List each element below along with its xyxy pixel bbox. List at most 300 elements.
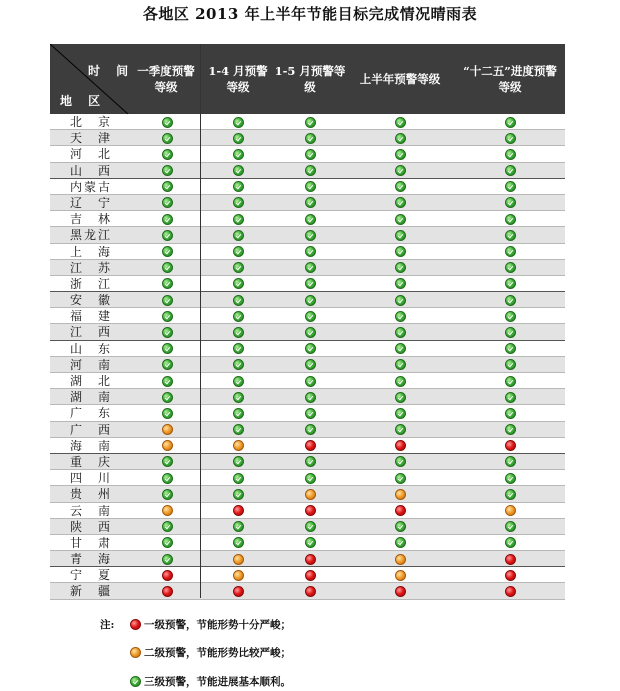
warning-level-cell	[157, 583, 177, 599]
warning-level-cell	[300, 276, 320, 292]
table-row	[50, 146, 565, 162]
region-name: 上海	[70, 244, 110, 259]
orange-dot-icon	[305, 489, 316, 500]
forecast-table	[50, 44, 565, 600]
table-row	[50, 535, 565, 551]
table-row	[50, 244, 565, 260]
warning-level-cell	[157, 195, 177, 211]
region-name: 北京	[70, 115, 110, 129]
green-check-icon	[505, 117, 516, 128]
green-check-icon	[395, 295, 406, 306]
warning-level-cell	[300, 405, 320, 421]
green-check-icon	[395, 262, 406, 273]
region-name: 重庆	[70, 454, 110, 469]
region-name: 广西	[70, 422, 110, 437]
green-check-icon	[233, 214, 244, 225]
region-name: 山东	[70, 341, 110, 356]
green-check-icon	[233, 537, 244, 548]
warning-level-cell	[500, 146, 520, 162]
warning-level-cell	[300, 227, 320, 243]
warning-level-cell	[157, 503, 177, 519]
green-check-icon	[130, 676, 141, 687]
table-row	[50, 260, 565, 276]
region-name: 湖北	[70, 374, 110, 388]
region-name: 天津	[70, 131, 110, 146]
green-check-icon	[233, 424, 244, 435]
warning-level-cell	[300, 486, 320, 502]
orange-dot-icon	[395, 554, 406, 565]
orange-dot-icon	[395, 570, 406, 581]
warning-level-cell	[390, 227, 410, 243]
warning-level-cell	[500, 341, 520, 357]
red-dot-icon	[233, 586, 244, 597]
table-row	[50, 503, 565, 519]
green-check-icon	[505, 376, 516, 387]
table-row	[50, 324, 565, 340]
warning-level-cell	[390, 486, 410, 502]
warning-level-cell	[500, 583, 520, 599]
table-row	[50, 341, 565, 357]
region-header-label: 地 区	[60, 94, 107, 108]
warning-level-cell	[157, 146, 177, 162]
orange-dot-icon	[233, 570, 244, 581]
green-check-icon	[395, 359, 406, 370]
warning-level-cell	[228, 146, 248, 162]
green-check-icon	[505, 408, 516, 419]
green-check-icon	[233, 521, 244, 532]
green-check-icon	[395, 537, 406, 548]
warning-level-cell	[157, 341, 177, 357]
region-name: 吉林	[70, 212, 110, 227]
warning-level-cell	[157, 373, 177, 389]
green-check-icon	[162, 133, 173, 144]
warning-level-cell	[390, 324, 410, 340]
warning-level-cell	[390, 308, 410, 324]
green-check-icon	[233, 165, 244, 176]
warning-level-cell	[300, 292, 320, 308]
warning-level-cell	[390, 357, 410, 373]
header-five-year-plan: “十二五”进度预警等级	[463, 64, 557, 94]
warning-level-cell	[228, 308, 248, 324]
green-check-icon	[162, 230, 173, 241]
warning-level-cell	[500, 195, 520, 211]
legend-text-level2: 二级预警，节能形势比较严峻；	[144, 646, 291, 659]
green-check-icon	[505, 230, 516, 241]
warning-level-cell	[390, 535, 410, 551]
region-name: 江苏	[70, 260, 110, 275]
green-check-icon	[505, 295, 516, 306]
region-name: 河南	[70, 357, 110, 372]
warning-level-cell	[500, 211, 520, 227]
warning-level-cell	[300, 179, 320, 195]
legend-item-level2	[130, 645, 291, 659]
green-check-icon	[395, 165, 406, 176]
table-row	[50, 179, 565, 195]
orange-dot-icon	[505, 505, 516, 516]
red-dot-icon	[162, 586, 173, 597]
green-check-icon	[505, 424, 516, 435]
region-name: 贵州	[70, 487, 110, 502]
warning-level-cell	[300, 260, 320, 276]
green-check-icon	[305, 311, 316, 322]
warning-level-cell	[157, 357, 177, 373]
green-check-icon	[233, 230, 244, 241]
green-check-icon	[305, 230, 316, 241]
warning-level-cell	[228, 503, 248, 519]
warning-level-cell	[390, 260, 410, 276]
green-check-icon	[162, 295, 173, 306]
warning-level-cell	[228, 405, 248, 421]
warning-level-cell	[157, 163, 177, 179]
warning-level-cell	[228, 470, 248, 486]
region-name: 内蒙古	[70, 179, 110, 194]
warning-level-cell	[500, 292, 520, 308]
green-check-icon	[505, 278, 516, 289]
warning-level-cell	[228, 551, 248, 567]
green-check-icon	[505, 262, 516, 273]
warning-level-cell	[300, 357, 320, 373]
green-check-icon	[162, 214, 173, 225]
region-name: 黑龙江	[70, 228, 110, 243]
warning-level-cell	[500, 438, 520, 454]
warning-level-cell	[500, 324, 520, 340]
table-row	[50, 163, 565, 179]
red-dot-icon	[305, 505, 316, 516]
green-check-icon	[395, 473, 406, 484]
green-check-icon	[395, 521, 406, 532]
green-check-icon	[162, 165, 173, 176]
green-check-icon	[305, 197, 316, 208]
warning-level-cell	[390, 244, 410, 260]
green-check-icon	[233, 408, 244, 419]
green-check-icon	[162, 117, 173, 128]
warning-level-cell	[300, 470, 320, 486]
green-check-icon	[305, 537, 316, 548]
warning-level-cell	[228, 324, 248, 340]
red-dot-icon	[233, 505, 244, 516]
table-row	[50, 567, 565, 583]
table-row	[50, 114, 565, 130]
warning-level-cell	[500, 244, 520, 260]
orange-dot-icon	[162, 424, 173, 435]
green-check-icon	[162, 149, 173, 160]
warning-level-cell	[500, 503, 520, 519]
warning-level-cell	[157, 130, 177, 146]
green-check-icon	[233, 295, 244, 306]
warning-level-cell	[300, 130, 320, 146]
green-check-icon	[505, 489, 516, 500]
table-row	[50, 486, 565, 502]
legend-item-level3	[130, 674, 291, 688]
green-check-icon	[162, 343, 173, 354]
region-name: 陕西	[70, 519, 110, 534]
green-check-icon	[395, 214, 406, 225]
warning-level-cell	[228, 211, 248, 227]
green-check-icon	[505, 521, 516, 532]
red-dot-icon	[305, 570, 316, 581]
region-name: 山西	[70, 163, 110, 178]
red-dot-icon	[305, 586, 316, 597]
warning-level-cell	[157, 244, 177, 260]
legend-item-level1	[130, 617, 291, 631]
warning-level-cell	[500, 470, 520, 486]
green-check-icon	[233, 311, 244, 322]
green-check-icon	[162, 392, 173, 403]
table-row	[50, 308, 565, 324]
table-row	[50, 583, 565, 599]
green-check-icon	[505, 311, 516, 322]
green-check-icon	[505, 133, 516, 144]
green-check-icon	[305, 262, 316, 273]
region-name: 安徽	[70, 293, 110, 308]
red-dot-icon	[505, 554, 516, 565]
green-check-icon	[162, 311, 173, 322]
warning-level-cell	[300, 114, 320, 130]
green-check-icon	[505, 197, 516, 208]
warning-level-cell	[390, 454, 410, 470]
warning-level-cell	[500, 179, 520, 195]
green-check-icon	[395, 149, 406, 160]
green-check-icon	[505, 149, 516, 160]
green-check-icon	[505, 343, 516, 354]
warning-level-cell	[300, 341, 320, 357]
region-name: 宁夏	[70, 568, 110, 583]
warning-level-cell	[500, 276, 520, 292]
warning-level-cell	[300, 422, 320, 438]
warning-level-cell	[390, 470, 410, 486]
region-name: 新疆	[70, 584, 110, 599]
orange-dot-icon	[162, 505, 173, 516]
warning-level-cell	[157, 535, 177, 551]
green-check-icon	[505, 214, 516, 225]
warning-level-cell	[157, 567, 177, 583]
green-check-icon	[305, 343, 316, 354]
green-check-icon	[305, 376, 316, 387]
green-check-icon	[305, 327, 316, 338]
warning-level-cell	[390, 389, 410, 405]
green-check-icon	[233, 456, 244, 467]
warning-level-cell	[390, 583, 410, 599]
warning-level-cell	[390, 422, 410, 438]
warning-level-cell	[300, 324, 320, 340]
page-title: 各地区 2013 年上半年节能目标完成情况晴雨表	[142, 5, 478, 23]
green-check-icon	[162, 473, 173, 484]
warning-level-cell	[157, 486, 177, 502]
warning-level-cell	[390, 211, 410, 227]
table-row	[50, 130, 565, 146]
red-dot-icon	[130, 619, 141, 630]
warning-level-cell	[390, 405, 410, 421]
green-check-icon	[505, 537, 516, 548]
warning-level-cell	[157, 551, 177, 567]
green-check-icon	[395, 230, 406, 241]
warning-level-cell	[228, 373, 248, 389]
warning-level-cell	[300, 438, 320, 454]
warning-level-cell	[228, 163, 248, 179]
green-check-icon	[305, 117, 316, 128]
header-half-year: 上半年预警等级	[359, 72, 441, 86]
green-check-icon	[505, 473, 516, 484]
warning-level-cell	[228, 227, 248, 243]
warning-level-cell	[300, 373, 320, 389]
red-dot-icon	[305, 554, 316, 565]
warning-level-cell	[390, 114, 410, 130]
green-check-icon	[233, 149, 244, 160]
green-check-icon	[305, 408, 316, 419]
table-row	[50, 357, 565, 373]
green-check-icon	[395, 327, 406, 338]
green-check-icon	[505, 456, 516, 467]
green-check-icon	[395, 197, 406, 208]
green-check-icon	[305, 181, 316, 192]
warning-level-cell	[157, 276, 177, 292]
region-name: 四川	[70, 471, 110, 486]
green-check-icon	[305, 424, 316, 435]
table-row	[50, 470, 565, 486]
region-name: 云南	[70, 503, 110, 518]
warning-level-cell	[228, 195, 248, 211]
green-check-icon	[395, 408, 406, 419]
green-check-icon	[395, 246, 406, 257]
legend	[100, 612, 500, 691]
green-check-icon	[162, 181, 173, 192]
orange-dot-icon	[395, 489, 406, 500]
warning-level-cell	[500, 389, 520, 405]
warning-level-cell	[228, 357, 248, 373]
green-check-icon	[233, 473, 244, 484]
table-row	[50, 438, 565, 454]
green-check-icon	[162, 359, 173, 370]
warning-level-cell	[157, 519, 177, 535]
green-check-icon	[305, 149, 316, 160]
warning-level-cell	[500, 227, 520, 243]
warning-level-cell	[500, 308, 520, 324]
warning-level-cell	[390, 179, 410, 195]
table-row	[50, 454, 565, 470]
warning-level-cell	[500, 163, 520, 179]
warning-level-cell	[157, 308, 177, 324]
warning-level-cell	[157, 211, 177, 227]
warning-level-cell	[300, 519, 320, 535]
red-dot-icon	[505, 570, 516, 581]
header-q1: 一季度预警等级	[137, 64, 195, 94]
warning-level-cell	[390, 276, 410, 292]
warning-level-cell	[228, 341, 248, 357]
table-row	[50, 405, 565, 421]
warning-level-cell	[228, 260, 248, 276]
table-row	[50, 227, 565, 243]
red-dot-icon	[395, 440, 406, 451]
green-check-icon	[233, 197, 244, 208]
table-row	[50, 373, 565, 389]
warning-level-cell	[157, 227, 177, 243]
warning-level-cell	[157, 438, 177, 454]
warning-level-cell	[390, 551, 410, 567]
region-name: 福建	[70, 309, 110, 324]
warning-level-cell	[300, 211, 320, 227]
warning-level-cell	[228, 179, 248, 195]
warning-level-cell	[300, 567, 320, 583]
red-dot-icon	[395, 505, 406, 516]
warning-level-cell	[390, 130, 410, 146]
table-row	[50, 422, 565, 438]
green-check-icon	[162, 554, 173, 565]
green-check-icon	[162, 456, 173, 467]
warning-level-cell	[390, 438, 410, 454]
green-check-icon	[233, 278, 244, 289]
green-check-icon	[305, 456, 316, 467]
warning-level-cell	[500, 114, 520, 130]
warning-level-cell	[500, 357, 520, 373]
table-row	[50, 519, 565, 535]
green-check-icon	[233, 133, 244, 144]
warning-level-cell	[157, 260, 177, 276]
red-dot-icon	[505, 440, 516, 451]
table-row	[50, 195, 565, 211]
green-check-icon	[233, 117, 244, 128]
orange-dot-icon	[130, 647, 141, 658]
warning-level-cell	[390, 195, 410, 211]
warning-level-cell	[390, 567, 410, 583]
warning-level-cell	[228, 438, 248, 454]
green-check-icon	[162, 327, 173, 338]
warning-level-cell	[300, 583, 320, 599]
warning-level-cell	[228, 535, 248, 551]
green-check-icon	[162, 537, 173, 548]
green-check-icon	[395, 133, 406, 144]
green-check-icon	[233, 262, 244, 273]
green-check-icon	[162, 376, 173, 387]
warning-level-cell	[300, 146, 320, 162]
region-name: 湖南	[70, 390, 110, 405]
warning-level-cell	[228, 567, 248, 583]
warning-level-cell	[390, 163, 410, 179]
column-divider	[200, 44, 201, 598]
warning-level-cell	[500, 260, 520, 276]
green-check-icon	[233, 181, 244, 192]
warning-level-cell	[300, 308, 320, 324]
green-check-icon	[233, 489, 244, 500]
green-check-icon	[395, 392, 406, 403]
green-check-icon	[505, 392, 516, 403]
green-check-icon	[305, 521, 316, 532]
warning-level-cell	[500, 567, 520, 583]
table-header	[50, 44, 565, 114]
warning-level-cell	[300, 389, 320, 405]
warning-level-cell	[228, 519, 248, 535]
green-check-icon	[305, 392, 316, 403]
green-check-icon	[305, 246, 316, 257]
time-header-label: 时 间	[88, 64, 135, 78]
green-check-icon	[395, 311, 406, 322]
region-name: 海南	[70, 438, 110, 453]
warning-level-cell	[500, 422, 520, 438]
warning-level-cell	[300, 535, 320, 551]
warning-level-cell	[157, 470, 177, 486]
warning-level-cell	[390, 519, 410, 535]
green-check-icon	[305, 473, 316, 484]
green-check-icon	[162, 489, 173, 500]
orange-dot-icon	[233, 440, 244, 451]
warning-level-cell	[228, 130, 248, 146]
table-row	[50, 389, 565, 405]
warning-level-cell	[300, 195, 320, 211]
region-name: 浙江	[70, 276, 110, 291]
warning-level-cell	[228, 422, 248, 438]
orange-dot-icon	[162, 440, 173, 451]
warning-level-cell	[390, 373, 410, 389]
warning-level-cell	[300, 244, 320, 260]
